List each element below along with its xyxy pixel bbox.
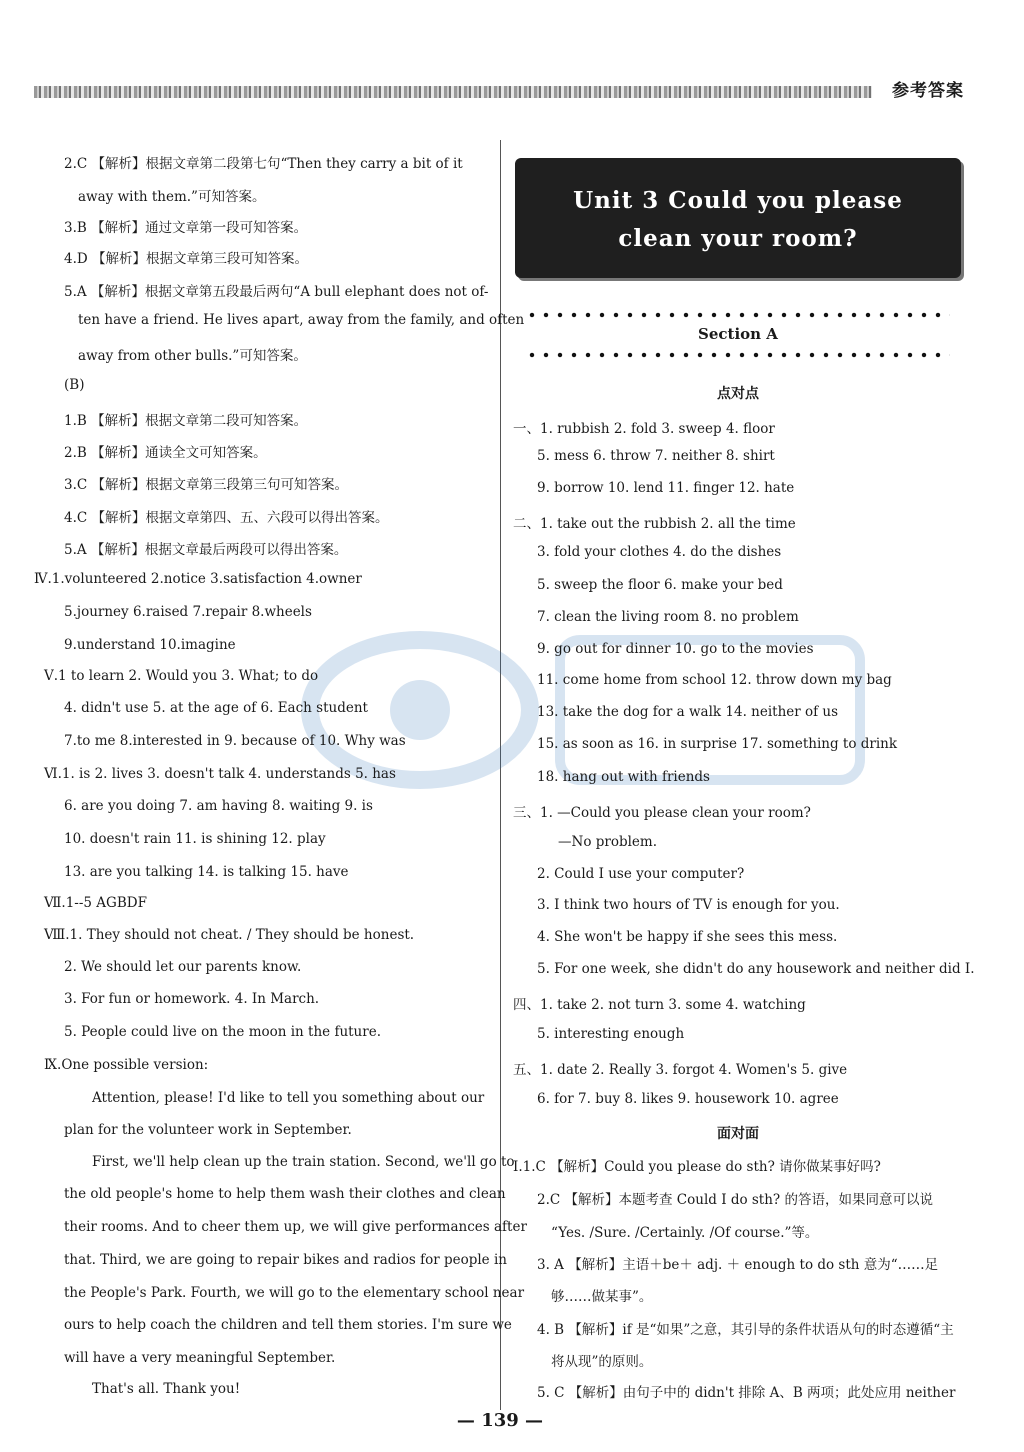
answer-line-right: 9. borrow 10. lend 11. finger 12. hate [537,480,795,496]
answer-line-right: Ⅰ.1.C 【解析】Could you please do sth? 请你做某事好吗? [513,1159,881,1175]
answer-line-right: 18. hang out with friends [537,769,710,785]
answer-line-left: the old people's home to help them wash their clothes and clean [64,1186,506,1202]
answer-line-left: Ⅵ.1. is 2. lives 3. doesn't talk 4. understands 5. has [44,766,396,782]
page-number-value: 139 [481,1410,519,1431]
answer-line-right: 13. take the dog for a walk 14. neither of us [537,704,839,720]
answer-line-left: 2.C 【解析】根据文章第二段第七句“Then they carry a bit of it [64,156,463,172]
answer-line-right: 7. clean the living room 8. no problem [537,609,799,625]
answer-line-left: Ⅶ.1--5 AGBDF [44,895,147,911]
answer-line-left: 2. We should let our parents know. [64,959,302,975]
answer-line-right: 2.C 【解析】本题考查 Could I do sth? 的答语，如果同意可以说 [537,1192,933,1208]
answer-line-left: 2.B 【解析】通读全文可知答案。 [64,445,267,461]
answer-line-right: 三、1. —Could you please clean your room? [513,805,811,821]
answer-line-left: (B) [64,377,85,393]
answer-line-right: 二、1. take out the rubbish 2. all the time [513,516,796,532]
answer-line-left: will have a very meaningful September. [64,1350,336,1366]
answer-line-left: 4.C 【解析】根据文章第四、五、六段可以得出答案。 [64,510,389,526]
answer-line-right: 4. She won't be happy if she sees this mess. [537,929,838,945]
answer-line-right: 11. come home from school 12. throw down my bag [537,672,892,688]
answer-line-left: 3.B 【解析】通过文章第一段可知答案。 [64,220,308,236]
answer-line-left: away with them.”可知答案。 [78,189,266,205]
answer-line-right: 将从现”的原则。 [551,1354,653,1370]
answer-line-left: 4. didn't use 5. at the age of 6. Each student [64,700,368,716]
answer-line-left: 5.A 【解析】根据文章第五段最后两句“A bull elephant does not of- [64,284,489,300]
unit-title-line2: clean your room? [618,225,858,252]
answer-line-left: Ⅷ.1. They should not cheat. / They should be honest. [44,927,415,943]
section-heading: Section A [698,325,778,343]
answer-line-right: 3. fold your clothes 4. do the dishes [537,544,782,560]
answer-line-right: 一、1. rubbish 2. fold 3. sweep 4. floor [513,421,775,437]
answer-line-right: 5. C 【解析】由句子中的 didn't 排除 A、B 两项；此处应用 neither [537,1385,956,1401]
answer-line-left: 1.B 【解析】根据文章第二段可知答案。 [64,413,308,429]
header-title: 参考答案 [892,81,964,101]
answer-line-right: 15. as soon as 16. in surprise 17. something to drink [537,736,898,752]
answer-line-right: 5. interesting enough [537,1026,685,1042]
answer-line-left: 9.understand 10.imagine [64,637,236,653]
answer-line-left: away from other bulls.”可知答案。 [78,348,307,364]
answer-line-left: 10. doesn't rain 11. is shining 12. play [64,831,326,847]
answer-line-left: 5. People could live on the moon in the future. [64,1024,381,1040]
dotted-rule-top [525,312,950,318]
answer-line-left: that. Third, we are going to repair bikes and radios for people in [64,1252,507,1268]
answer-line-right: 5. For one week, she didn't do any housework and neither did I. [537,961,975,977]
answer-line-left: 5.journey 6.raised 7.repair 8.wheels [64,604,312,620]
answer-line-right: 2. Could I use your computer? [537,866,745,882]
answer-line-right: 5. sweep the floor 6. make your bed [537,577,783,593]
answer-line-left: ours to help coach the children and tell them stories. I'm sure we [64,1317,512,1333]
answer-line-left: their rooms. And to cheer them up, we will give performances after [64,1219,527,1235]
unit-title-line1: Unit 3 Could you please [573,187,903,214]
answer-line-right: 4. B 【解析】if 是“如果”之意，其引导的条件状语从句的时态遵循“主 [537,1322,954,1338]
answer-line-left: 3. For fun or homework. 4. In March. [64,991,320,1007]
answer-line-right: 五、1. date 2. Really 3. forgot 4. Women's 5. give [513,1062,848,1078]
subheading-mianduimian: 面对面 [717,1126,759,1142]
answer-line-left: 3.C 【解析】根据文章第三段第三句可知答案。 [64,477,349,493]
dotted-rule-bottom [525,352,950,358]
answer-line-left: ten have a friend. He lives apart, away from the family, and often [78,312,525,328]
answer-line-right: “Yes. /Sure. /Certainly. /Of course.”等。 [551,1225,819,1241]
answer-line-right: 四、1. take 2. not turn 3. some 4. watching [513,997,806,1013]
answer-line-left: 13. are you talking 14. is talking 15. have [64,864,349,880]
unit-title-box [515,158,961,278]
answer-line-left: 7.to me 8.interested in 9. because of 10. Why was [64,733,406,749]
answer-line-right: 够……做某事”。 [551,1289,653,1305]
answer-line-left: 5.A 【解析】根据文章最后两段可以得出答案。 [64,542,348,558]
answer-line-right: 5. mess 6. throw 7. neither 8. shirt [537,448,775,464]
answer-line-left: Ⅴ.1 to learn 2. Would you 3. What; to do [44,668,319,684]
answer-line-left: Ⅸ.One possible version: [44,1057,209,1073]
answer-line-left: Attention, please! I'd like to tell you something about our [92,1090,485,1106]
answer-line-left: That's all. Thank you! [92,1381,241,1397]
answer-line-right: 3. I think two hours of TV is enough for you. [537,897,840,913]
answer-line-right: 9. go out for dinner 10. go to the movies [537,641,814,657]
answer-line-left: 6. are you doing 7. am having 8. waiting 9. is [64,798,373,814]
answer-line-left: 4.D 【解析】根据文章第三段可知答案。 [64,251,308,267]
answer-line-left: plan for the volunteer work in September. [64,1122,352,1138]
answer-line-right: 3. A 【解析】主语＋be＋ adj. ＋ enough to do sth 意为“……足 [537,1257,939,1273]
page-number: — 139 — [456,1410,544,1431]
subheading-dianduidian: 点对点 [717,386,759,402]
answer-line-right: 6. for 7. buy 8. likes 9. housework 10. agree [537,1091,839,1107]
answer-line-left: the People's Park. Fourth, we will go to the elementary school near [64,1285,525,1301]
header-rule [34,86,872,98]
answer-line-left: Ⅳ.1.volunteered 2.notice 3.satisfaction 4.owner [34,571,362,587]
answer-line-right: —No problem. [558,834,657,850]
answer-line-left: First, we'll help clean up the train station. Second, we'll go to [92,1154,515,1170]
